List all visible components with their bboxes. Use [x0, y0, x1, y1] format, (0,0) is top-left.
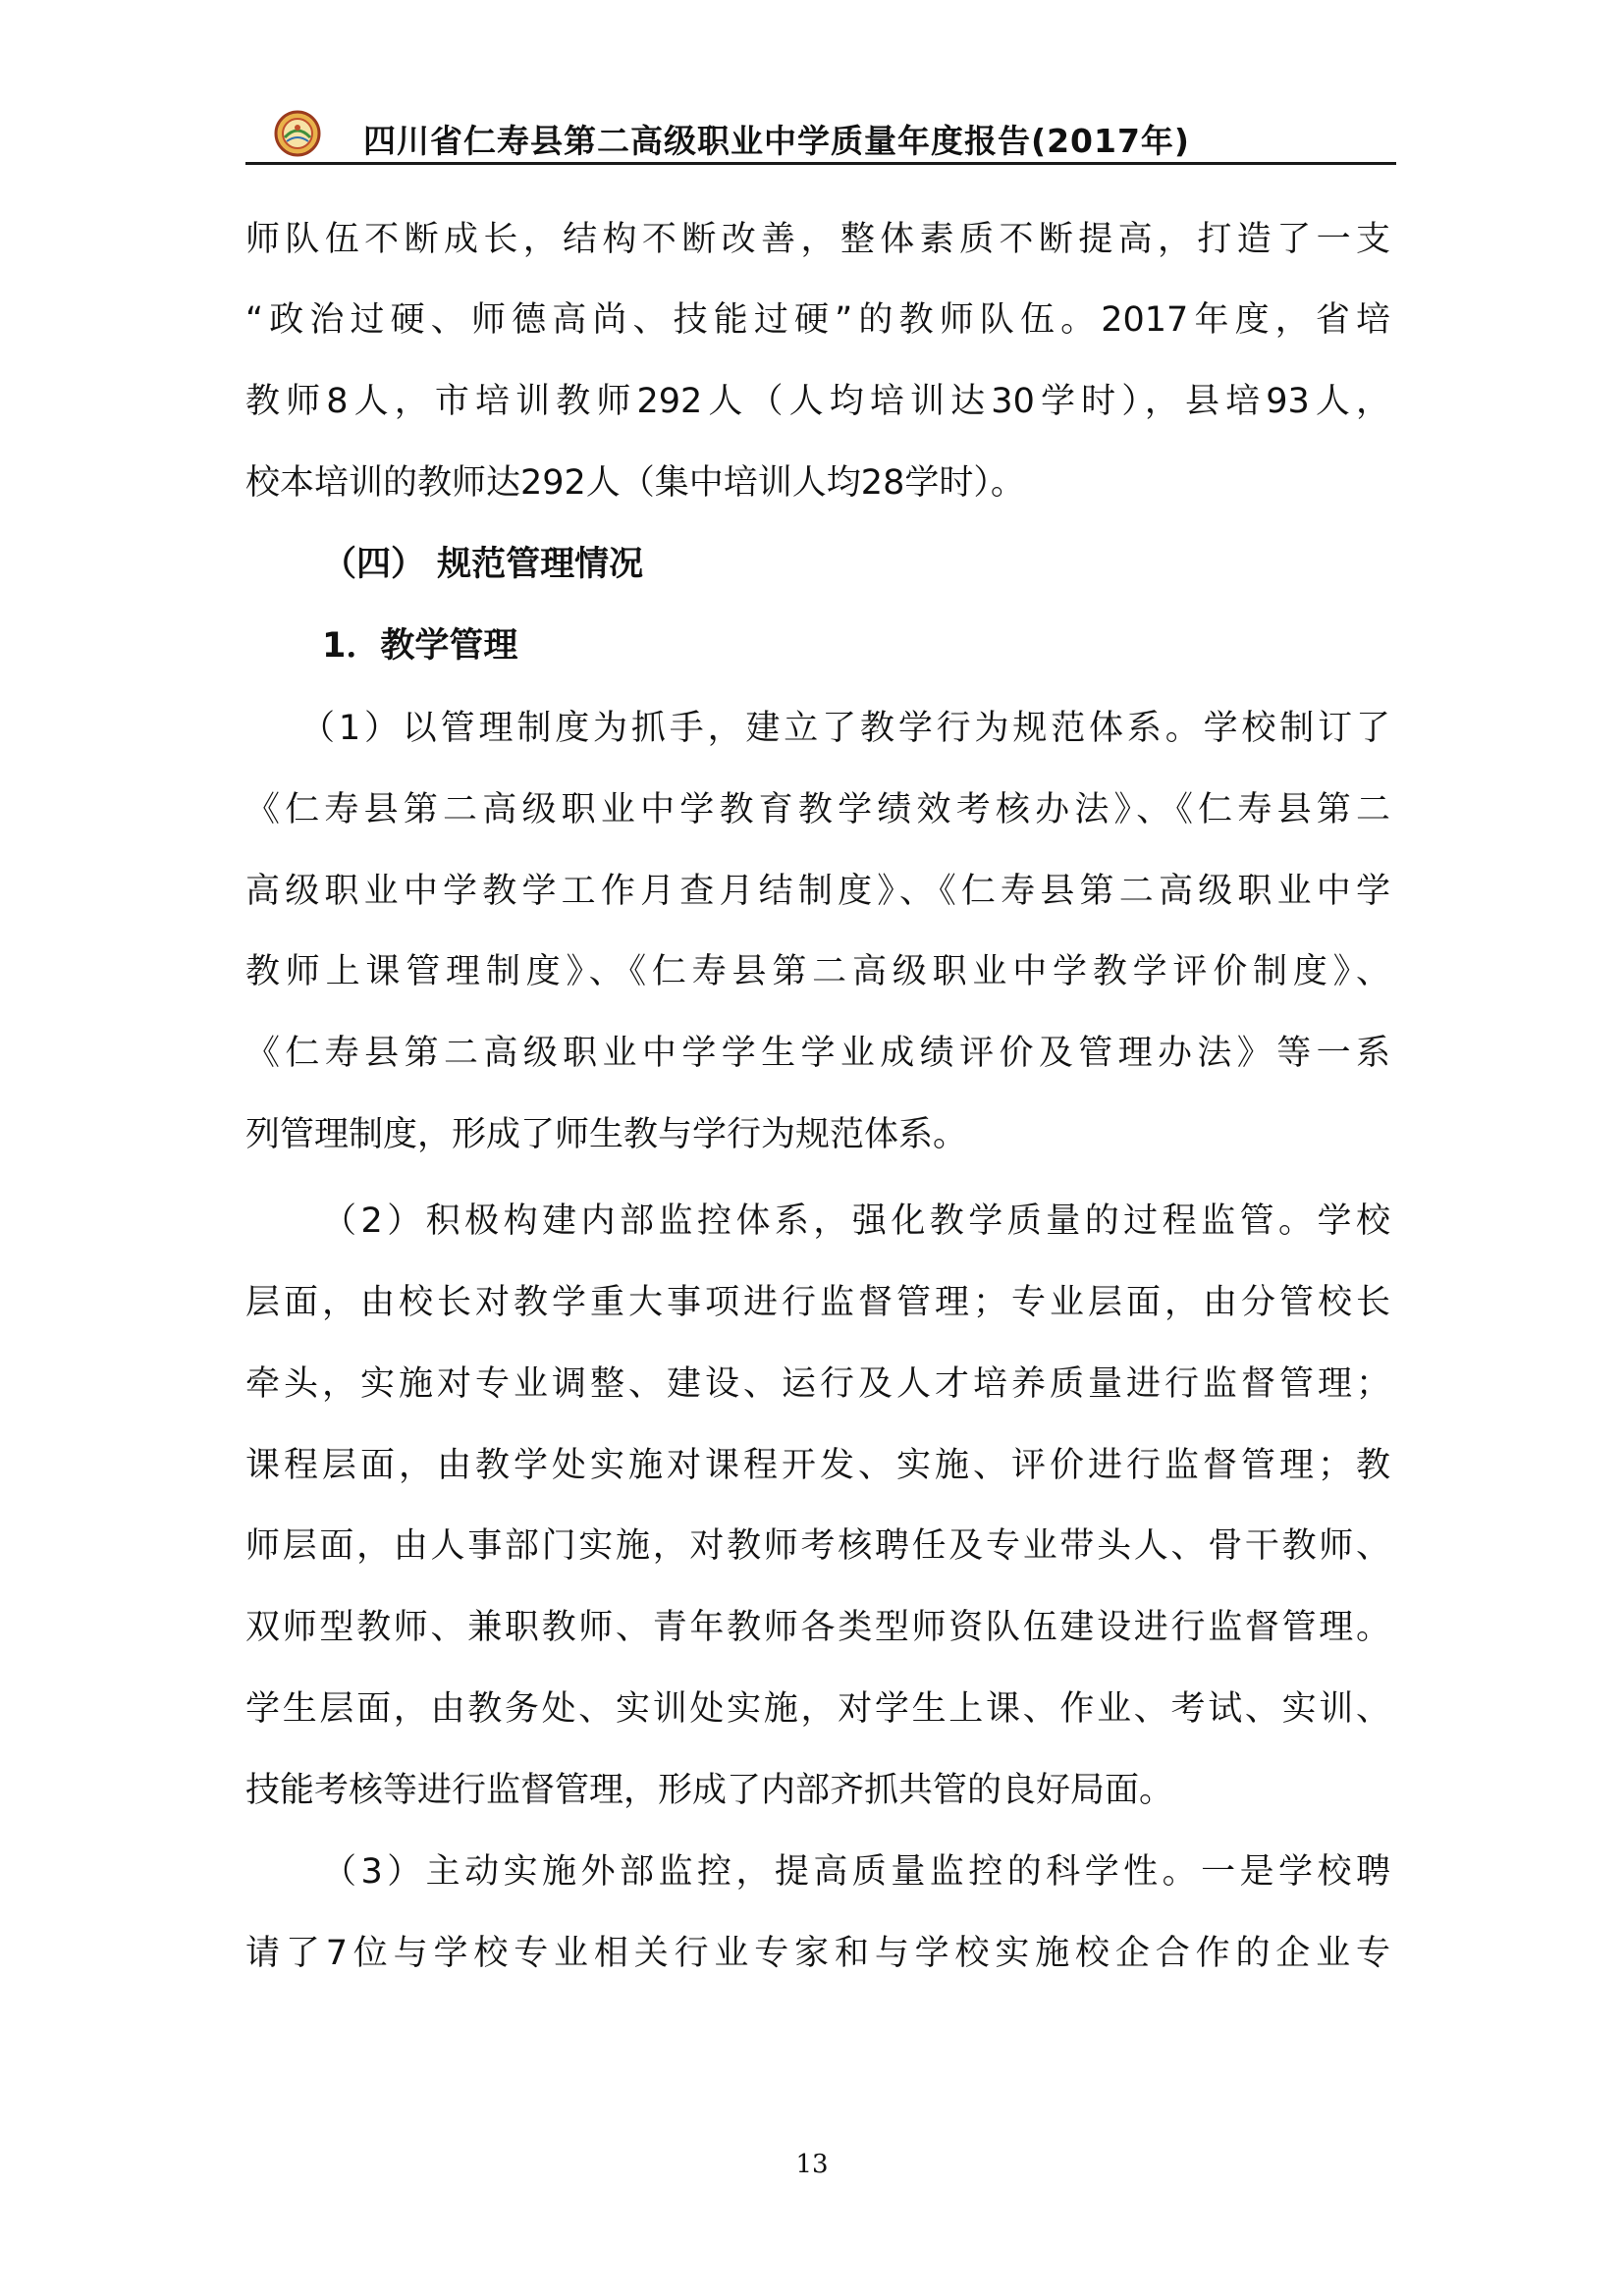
text-line: 《仁寿县第二高级职业中学教育教学绩效考核办法》、《仁寿县第二 — [245, 790, 1390, 829]
text-line: 层面，由校长对教学重大事项进行监督管理；专业层面，由分管校长 — [245, 1283, 1390, 1322]
text-line: 列管理制度，形成了师生教与学行为规范体系。 — [245, 1115, 968, 1154]
text-line: 牵头，实施对专业调整、建设、运行及人才培养质量进行监督管理； — [245, 1364, 1390, 1404]
text-line: 技能考核等进行监督管理，形成了内部齐抓共管的良好局面。 — [245, 1771, 1174, 1810]
subsection-heading: 1．教学管理 — [322, 626, 518, 666]
text-line: 师层面，由人事部门实施，对教师考核聘任及专业带头人、骨干教师、 — [245, 1526, 1390, 1566]
text-line: 学生层面，由教务处、实训处实施，对学生上课、作业、考试、实训、 — [245, 1689, 1390, 1729]
text-line: 请了7位与学校专业相关行业专家和与学校实施校企合作的企业专 — [245, 1934, 1390, 1973]
text-line: 教师上课管理制度》、《仁寿县第二高级职业中学教学评价制度》、 — [245, 952, 1390, 991]
text-line: “政治过硬、师德高尚、技能过硬”的教师队伍。2017年度，省培 — [245, 300, 1390, 340]
text-line: （2）积极构建内部监控体系，强化教学质量的过程监管。学校 — [322, 1201, 1390, 1241]
section-heading: （四） 规范管理情况 — [322, 545, 644, 584]
text-line: （1）以管理制度为抓手，建立了教学行为规范体系。学校制订了 — [300, 709, 1390, 748]
text-line: 《仁寿县第二高级职业中学学生学业成绩评价及管理办法》等一系 — [245, 1034, 1390, 1073]
text-line: 高级职业中学教学工作月查月结制度》、《仁寿县第二高级职业中学 — [245, 872, 1390, 911]
text-line: 教师8人，市培训教师292人（人均培训达30学时），县培93人， — [245, 382, 1390, 421]
text-line: 师队伍不断成长，结构不断改善，整体素质不断提高，打造了一支 — [245, 220, 1390, 259]
header-divider — [245, 162, 1396, 165]
report-title: 四川省仁寿县第二高级职业中学质量年度报告(2017年) — [363, 122, 1191, 160]
text-line: 校本培训的教师达292人（集中培训人均28学时）。 — [245, 463, 1025, 503]
text-line: 双师型教师、兼职教师、青年教师各类型师资队伍建设进行监督管理。 — [245, 1608, 1390, 1647]
page-header — [245, 110, 1396, 161]
text-line: 课程层面，由教学处实施对课程开发、实施、评价进行监督管理；教 — [245, 1446, 1390, 1485]
text-line: （3）主动实施外部监控，提高质量监控的科学性。一是学校聘 — [322, 1852, 1390, 1892]
school-logo-icon — [273, 110, 322, 157]
page-number: 13 — [795, 2150, 829, 2179]
